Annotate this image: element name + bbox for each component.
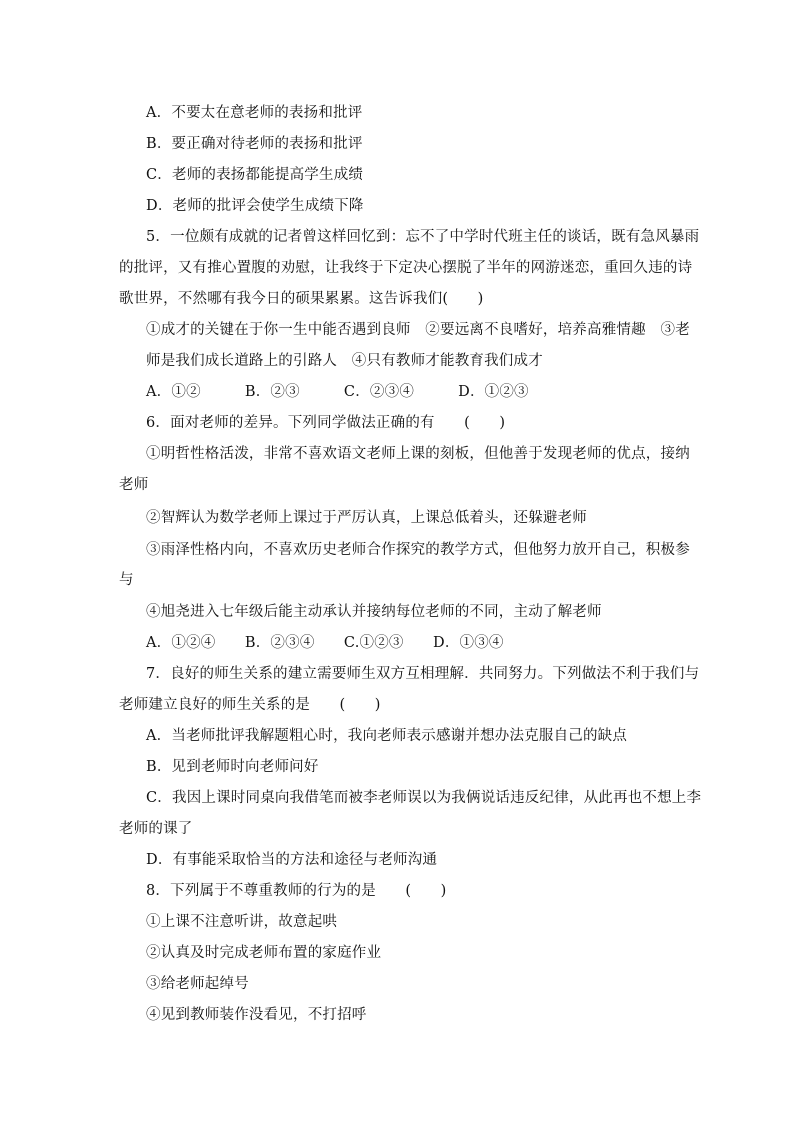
q5-items-line-1: ①成才的关键在于你一生中能否遇到良师 ②要远离不良嗜好，培养高雅情趣 ③老 <box>146 322 690 338</box>
q8-item-3: ③给老师起绰号 <box>146 976 249 992</box>
q8-stem: 8．下列属于不尊重教师的行为的是 ( ) <box>146 883 447 899</box>
q7-stem-line-2: 老师建立良好的师生关系的是 ( ) <box>119 697 381 713</box>
q4-option-a: A．不要太在意老师的表扬和批评 <box>146 105 363 121</box>
q7-option-c-line-2: 老师的课了 <box>119 821 193 837</box>
q6-item-3-line-1: ③雨泽性格内向，不喜欢历史老师合作探究的教学方式，但他努力放开自己，积极参 <box>146 542 690 558</box>
q5-items-line-2: 师是我们成长道路上的引路人 ④只有教师才能教育我们成才 <box>146 353 543 369</box>
q4-option-b: B．要正确对待老师的表扬和批评 <box>146 136 363 152</box>
q8-item-4: ④见到教师装作没看见，不打招呼 <box>146 1007 367 1023</box>
q8-item-1: ①上课不注意听讲，故意起哄 <box>146 914 338 930</box>
q4-option-d: D．老师的批评会使学生成绩下降 <box>146 198 364 214</box>
q5-stem-line-3: 歌世界，不然哪有我今日的硕果累累。这告诉我们( ) <box>119 291 484 307</box>
q7-option-d: D．有事能采取恰当的方法和途径与老师沟通 <box>146 852 438 868</box>
q6-item-2: ②智辉认为数学老师上课过于严厉认真，上课总低着头，还躲避老师 <box>146 510 587 526</box>
q7-option-a: A．当老师批评我解题粗心时，我向老师表示感谢并想办法克服自己的缺点 <box>146 728 628 744</box>
q7-stem-line-1: 7．良好的师生关系的建立需要师生双方互相理解．共同努力。下列做法不利于我们与 <box>146 666 700 682</box>
q5-stem-line-2: 的批评，又有推心置腹的劝慰，让我终于下定决心摆脱了半年的网游迷恋，重回久违的诗 <box>119 260 693 276</box>
q8-item-2: ②认真及时完成老师布置的家庭作业 <box>146 945 382 961</box>
q6-item-1-line-2: 老师 <box>119 477 149 493</box>
q6-item-3-line-2: 与 <box>119 572 134 588</box>
q7-option-c-line-1: C．我因上课时同桌向我借笔而被李老师误以为我俩说话违反纪律，从此再也不想上李 <box>146 790 702 806</box>
q5-stem-line-1: 5．一位颇有成就的记者曾这样回忆到：忘不了中学时代班主任的谈话，既有急风暴雨 <box>146 229 700 245</box>
q6-stem: 6．面对老师的差异。下列同学做法正确的有 ( ) <box>146 415 506 431</box>
q6-item-1-line-1: ①明哲性格活泼，非常不喜欢语文老师上课的刻板，但他善于发现老师的优点，接纳 <box>146 446 690 462</box>
q6-options: A．①②④ B．②③④ C.①②③ D．①③④ <box>146 635 504 651</box>
q4-option-c: C．老师的表扬都能提高学生成绩 <box>146 167 364 183</box>
q7-option-b: B．见到老师时向老师问好 <box>146 759 319 775</box>
q5-options: A．①② B．②③ C．②③④ D．①②③ <box>146 384 529 400</box>
q6-item-4: ④旭尧进入七年级后能主动承认并接纳每位老师的不同，主动了解老师 <box>146 604 602 620</box>
